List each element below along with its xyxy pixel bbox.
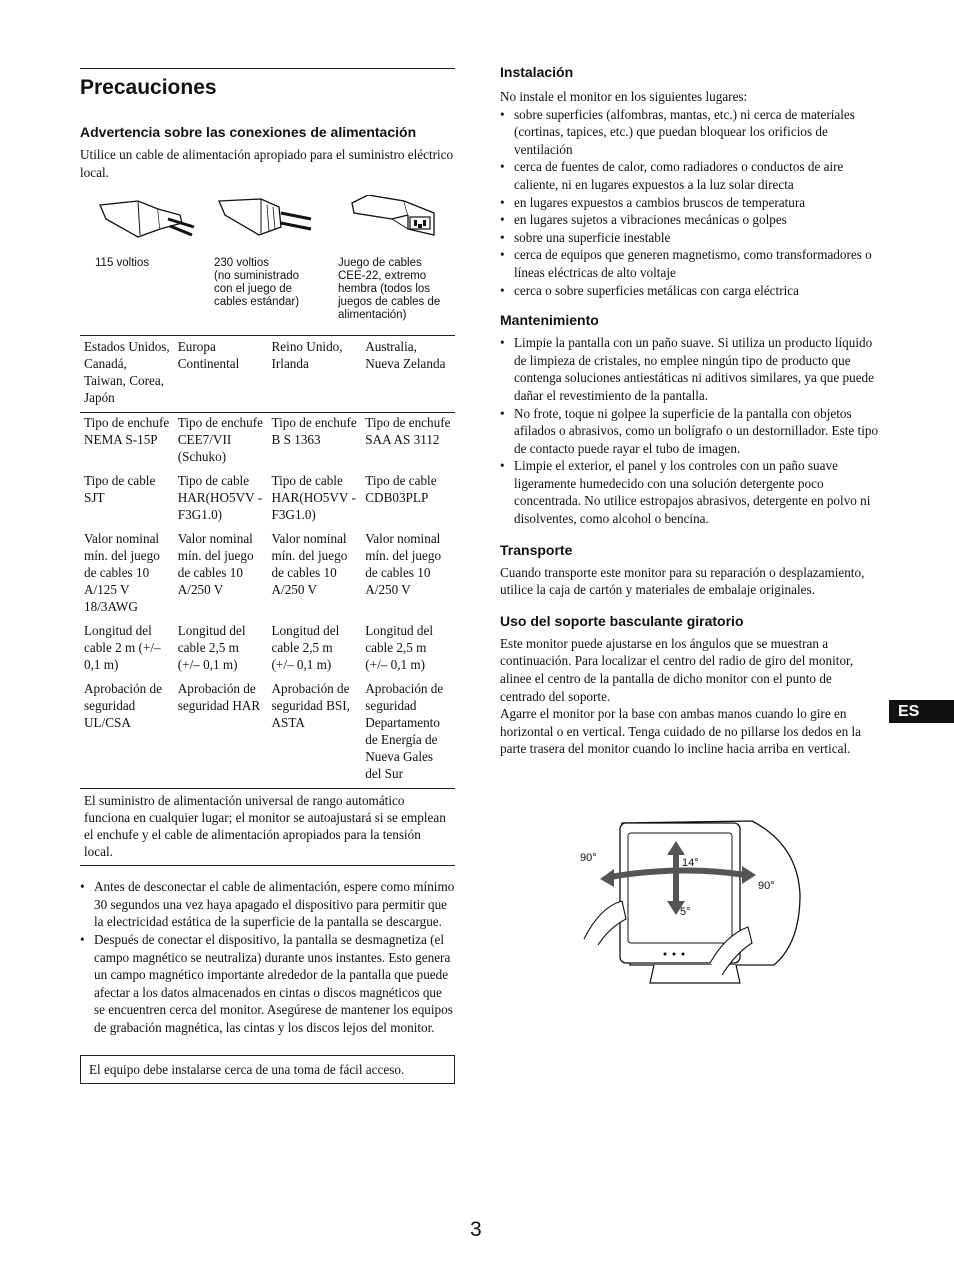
table-cell: Estados Unidos, Canadá, Taiwan, Corea, Japón bbox=[80, 336, 174, 413]
table-row bbox=[80, 413, 455, 472]
table-cell: Tipo de cable CDB03PLP bbox=[365, 473, 437, 506]
table-cell: Valor nominal mín. del juego de cables 10 A/125 V 18/3AWG bbox=[84, 531, 160, 615]
table-cell: Valor nominal mín. del juego de cables 10 A/250 V bbox=[365, 531, 442, 598]
plug-illustrations bbox=[80, 195, 455, 325]
table-cell: Tipo de cable HAR(HO5VV -F3G1.0) bbox=[271, 473, 356, 523]
table-cell: Aprobación de seguridad UL/CSA bbox=[80, 679, 174, 789]
table-cell: Reino Unido, Irlanda bbox=[268, 336, 362, 413]
angle-label-right: 90° bbox=[758, 880, 775, 892]
list-item: • Antes de desconectar el cable de alimentación, espere como mínimo 30 segundos una vez haya apagado el dispositivo para permitir que la electricidad estática de la superficie de la pantalla se descargue. bbox=[80, 878, 455, 931]
plug-caption-cee22: Juego de cables CEE-22, extremo hembra (todos los juegos de cables de alimentación) bbox=[338, 257, 441, 322]
table-cell: Tipo de enchufe SAA AS 3112 bbox=[365, 415, 451, 448]
table-row bbox=[80, 471, 455, 529]
table-cell: Tipo de enchufe CEE7/VII (Schuko) bbox=[177, 415, 263, 465]
table-row bbox=[80, 336, 455, 413]
list-item: • cerca o sobre superficies metálicas con carga eléctrica bbox=[500, 282, 880, 300]
list-item: • Limpie la pantalla con un paño suave. Si utiliza un producto líquido de limpieza de cristales, no emplee ningún tipo de producto que contenga soluciones antiestáticas ni aditivos similares, ya que puede dañar el revestimiento de la pantalla. bbox=[500, 334, 880, 404]
installation-note-box: El equipo debe instalarse cerca de una toma de fácil acceso. bbox=[80, 1055, 455, 1084]
angle-label-left: 90° bbox=[580, 852, 597, 864]
installation-heading: Instalación bbox=[500, 64, 574, 80]
page-title: Precauciones bbox=[80, 76, 217, 99]
table-cell: Aprobación de seguridad Departamento de Energía de Nueva Gales del Sur bbox=[361, 679, 455, 789]
plug-cee22-icon bbox=[348, 195, 448, 245]
table-cell: Valor nominal mín. del juego de cables 10 A/250 V bbox=[177, 531, 254, 598]
plug-caption-230v: 230 voltios (no suministrado con el juego de cables estándar) bbox=[214, 257, 300, 309]
table-cell: Tipo de cable HAR(HO5VV -F3G1.0) bbox=[177, 473, 263, 523]
precaution-list bbox=[80, 878, 455, 1036]
table-cell: Longitud del cable 2,5 m (+/– 0,1 m) bbox=[271, 623, 340, 673]
list-item: • sobre superficies (alfombras, mantas, etc.) ni cerca de materiales (cortinas, tapices, etc.) que puedan bloquear los orificios de ventilación bbox=[500, 106, 880, 159]
swivel-paragraph-1: Este monitor puede ajustarse en los ángulos que se muestran a continuación. Para localizar el centro del radio de giro del monitor, alinee el centro de la pantalla de dicho monitor con el punto de centrado del soporte. bbox=[500, 635, 854, 704]
page-number: 3 bbox=[470, 1218, 482, 1241]
installation-list bbox=[500, 106, 880, 300]
plug-caption-115v: 115 voltios bbox=[95, 257, 150, 270]
table-cell: Longitud del cable 2,5 m (+/– 0,1 m) bbox=[365, 623, 434, 673]
table-cell: Longitud del cable 2,5 m (+/– 0,1 m) bbox=[177, 623, 246, 673]
table-cell: Europa Continental bbox=[174, 336, 268, 413]
table-cell: Tipo de enchufe B S 1363 bbox=[271, 415, 357, 448]
list-item: • cerca de fuentes de calor, como radiadores o conductos de aire caliente, ni en lugares expuestos a la luz solar directa bbox=[500, 158, 880, 193]
list-item: • Después de conectar el dispositivo, la pantalla se desmagnetiza (el campo magnético se neutraliza) durante unos instantes. Esto genera un campo magnético importante alrededor de la pantalla que puede afectar a los datos almacenados en cintas o discos magnéticos que se encuentren cerca del monitor. Asegúrese de mantener los equipos de grabación magnética, las cintas y los discos lejos del monitor. bbox=[80, 931, 455, 1037]
plug-115v-icon bbox=[98, 199, 198, 243]
table-cell: Aprobación de seguridad BSI, ASTA bbox=[268, 679, 362, 789]
list-item: • Limpie el exterior, el panel y los controles con un paño suave ligeramente humedecido con una solución detergente poco concentrada. No utilice estropajos abrasivos, detergente en polvo ni disolventes, como alcohol o bencina. bbox=[500, 457, 880, 527]
installation-intro: No instale el monitor en los siguientes lugares: bbox=[500, 89, 748, 104]
language-tab: ES bbox=[889, 700, 954, 723]
list-item: • cerca de equipos que generen magnetismo, como transformadores o líneas eléctricas de alto voltaje bbox=[500, 246, 880, 281]
maintenance-heading: Mantenimiento bbox=[500, 312, 599, 329]
list-item: • sobre una superficie inestable bbox=[500, 229, 880, 247]
angle-label-down: 5° bbox=[680, 906, 691, 918]
monitor-tilt-swivel-illustration bbox=[570, 815, 810, 995]
table-cell: Australia, Nueva Zelanda bbox=[361, 336, 455, 413]
table-cell: Aprobación de seguridad HAR bbox=[174, 679, 268, 789]
transport-text: Cuando transporte este monitor para su reparación o desplazamiento, utilice la caja de cartón y materiales de embalaje originales. bbox=[500, 564, 865, 598]
table-row bbox=[80, 679, 455, 789]
swivel-heading: Uso del soporte basculante giratorio bbox=[500, 612, 744, 629]
table-cell: Valor nominal mín. del juego de cables 10 A/250 V bbox=[271, 531, 348, 598]
warning-intro: Utilice un cable de alimentación apropiado para el suministro eléctrico local. bbox=[80, 147, 454, 180]
angle-label-up: 14° bbox=[682, 857, 699, 869]
maintenance-list bbox=[500, 334, 880, 528]
swivel-paragraph-2: Agarre el monitor por la base con ambas manos cuando lo gire en horizontal o en vertical. Tenga cuidado de no pillarse los dedos en la parte trasera del monitor cuando lo incline hacia arriba en vertical. bbox=[500, 706, 862, 757]
table-row bbox=[80, 529, 455, 621]
table-row bbox=[80, 621, 455, 679]
left-column bbox=[80, 68, 455, 1084]
table-cell: Tipo de cable SJT bbox=[84, 473, 156, 506]
warning-heading: Advertencia sobre las conexiones de alimentación bbox=[80, 124, 417, 140]
list-item: • No frote, toque ni golpee la superficie de la pantalla con objetos afilados o abrasivos, como un bolígrafo o un destornillador. Este tipo de contacto puede rayar el tubo de imagen. bbox=[500, 405, 880, 458]
monitor-icon bbox=[570, 815, 810, 995]
table-cell: Longitud del cable 2 m (+/– 0,1 m) bbox=[84, 623, 161, 673]
transport-heading: Transporte bbox=[500, 541, 573, 558]
table-cell: Tipo de enchufe NEMA S-15P bbox=[84, 415, 170, 448]
right-column bbox=[500, 63, 880, 758]
list-item: • en lugares sujetos a vibraciones mecánicas o golpes bbox=[500, 211, 880, 229]
list-item: • en lugares expuestos a cambios bruscos de temperatura bbox=[500, 194, 880, 212]
title-rule bbox=[80, 68, 455, 69]
power-cord-table bbox=[80, 335, 455, 789]
plug-230v-icon bbox=[217, 197, 317, 241]
universal-power-note: El suministro de alimentación universal de rango automático funciona en cualquier lugar; el monitor se autoajustará si se emplean el enchufe y el cable de alimentación apropiados para la tensión local. bbox=[80, 789, 455, 866]
